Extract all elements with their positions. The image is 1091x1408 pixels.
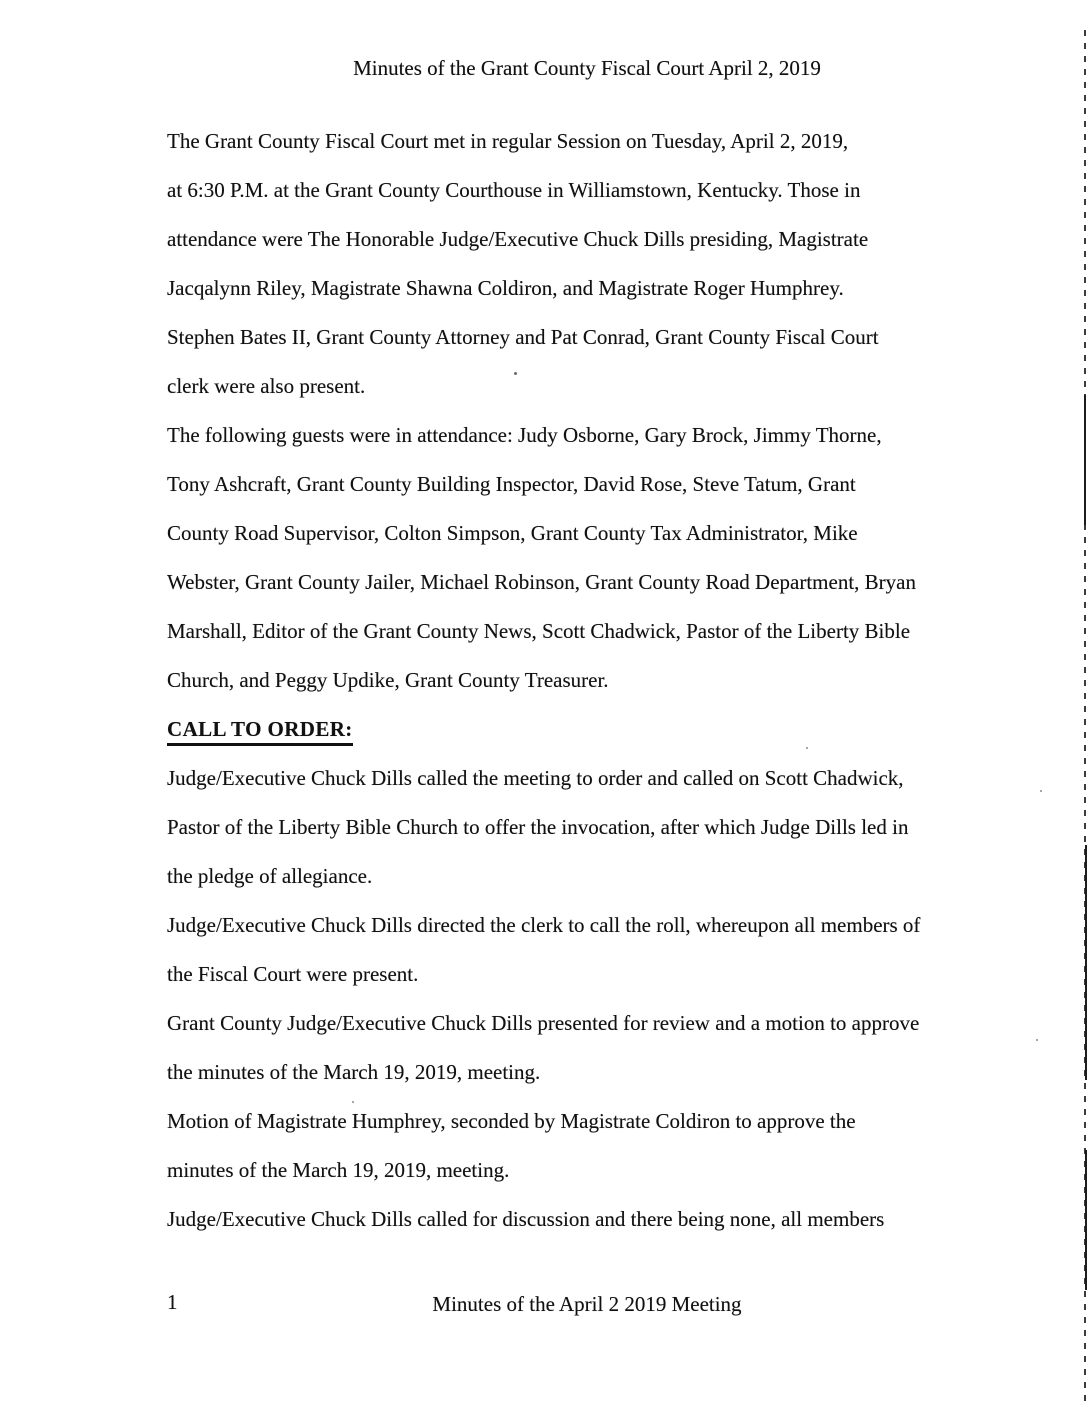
text-line: Webster, Grant County Jailer, Michael Robinson, Grant County Road Department, Bryan [167,570,916,594]
text-line: Tony Ashcraft, Grant County Building Inspector, David Rose, Steve Tatum, Grant [167,472,856,496]
text-line: the pledge of allegiance. [167,864,373,888]
call-to-order-heading-text: CALL TO ORDER: [167,717,353,746]
text-line: the Fiscal Court were present. [167,962,419,986]
text-line: Grant County Judge/Executive Chuck Dills presented for review and a motion to approve [167,1011,920,1035]
document-body [167,117,997,1244]
text-line: Jacqalynn Riley, Magistrate Shawna Coldiron, and Magistrate Roger Humphrey. [167,276,844,300]
text-line: Pastor of the Liberty Bible Church to offer the invocation, after which Judge Dills led in [167,815,909,839]
text-line: Church, and Peggy Updike, Grant County Treasurer. [167,668,609,692]
footer-title: Minutes of the April 2 2019 Meeting [432,1292,742,1316]
text-line: minutes of the March 19, 2019, meeting. [167,1158,510,1182]
page-number: 1 [167,1290,178,1314]
scan-speck [514,372,517,375]
paragraph-block-2 [167,754,997,1244]
text-line: Motion of Magistrate Humphrey, seconded by Magistrate Coldiron to approve the [167,1109,856,1133]
document-title: Minutes of the Grant County Fiscal Court April 2, 2019 [353,56,821,80]
text-line: The Grant County Fiscal Court met in regular Session on Tuesday, April 2, 2019, [167,129,849,153]
text-line: Stephen Bates II, Grant County Attorney and Pat Conrad, Grant County Fiscal Court [167,325,879,349]
text-line: County Road Supervisor, Colton Simpson, Grant County Tax Administrator, Mike [167,521,858,545]
paragraph-block-1 [167,117,997,705]
scan-edge-line-segment [1085,1150,1087,1290]
text-line: Judge/Executive Chuck Dills directed the clerk to call the roll, whereupon all members of [167,913,921,937]
text-line: clerk were also present. [167,374,366,398]
scan-speck [1036,1039,1038,1041]
scan-speck [352,1101,354,1103]
text-line: Judge/Executive Chuck Dills called the meeting to order and called on Scott Chadwick, [167,766,904,790]
text-line: The following guests were in attendance: Judy Osborne, Gary Brock, Jimmy Thorne, [167,423,882,447]
text-line: at 6:30 P.M. at the Grant County Courthouse in Williamstown, Kentucky. Those in [167,178,861,202]
text-line: attendance were The Honorable Judge/Executive Chuck Dills presiding, Magistrate [167,227,869,251]
text-line: Judge/Executive Chuck Dills called for discussion and there being none, all members [167,1207,885,1231]
scan-speck [1040,790,1042,792]
scan-edge-line-segment [1085,845,1087,1080]
text-line: the minutes of the March 19, 2019, meeting. [167,1060,541,1084]
scan-speck [806,747,808,749]
text-line: Marshall, Editor of the Grant County News, Scott Chadwick, Pastor of the Liberty Bible [167,619,911,643]
call-to-order-heading [167,705,997,754]
scan-edge-line-segment [1084,395,1086,525]
